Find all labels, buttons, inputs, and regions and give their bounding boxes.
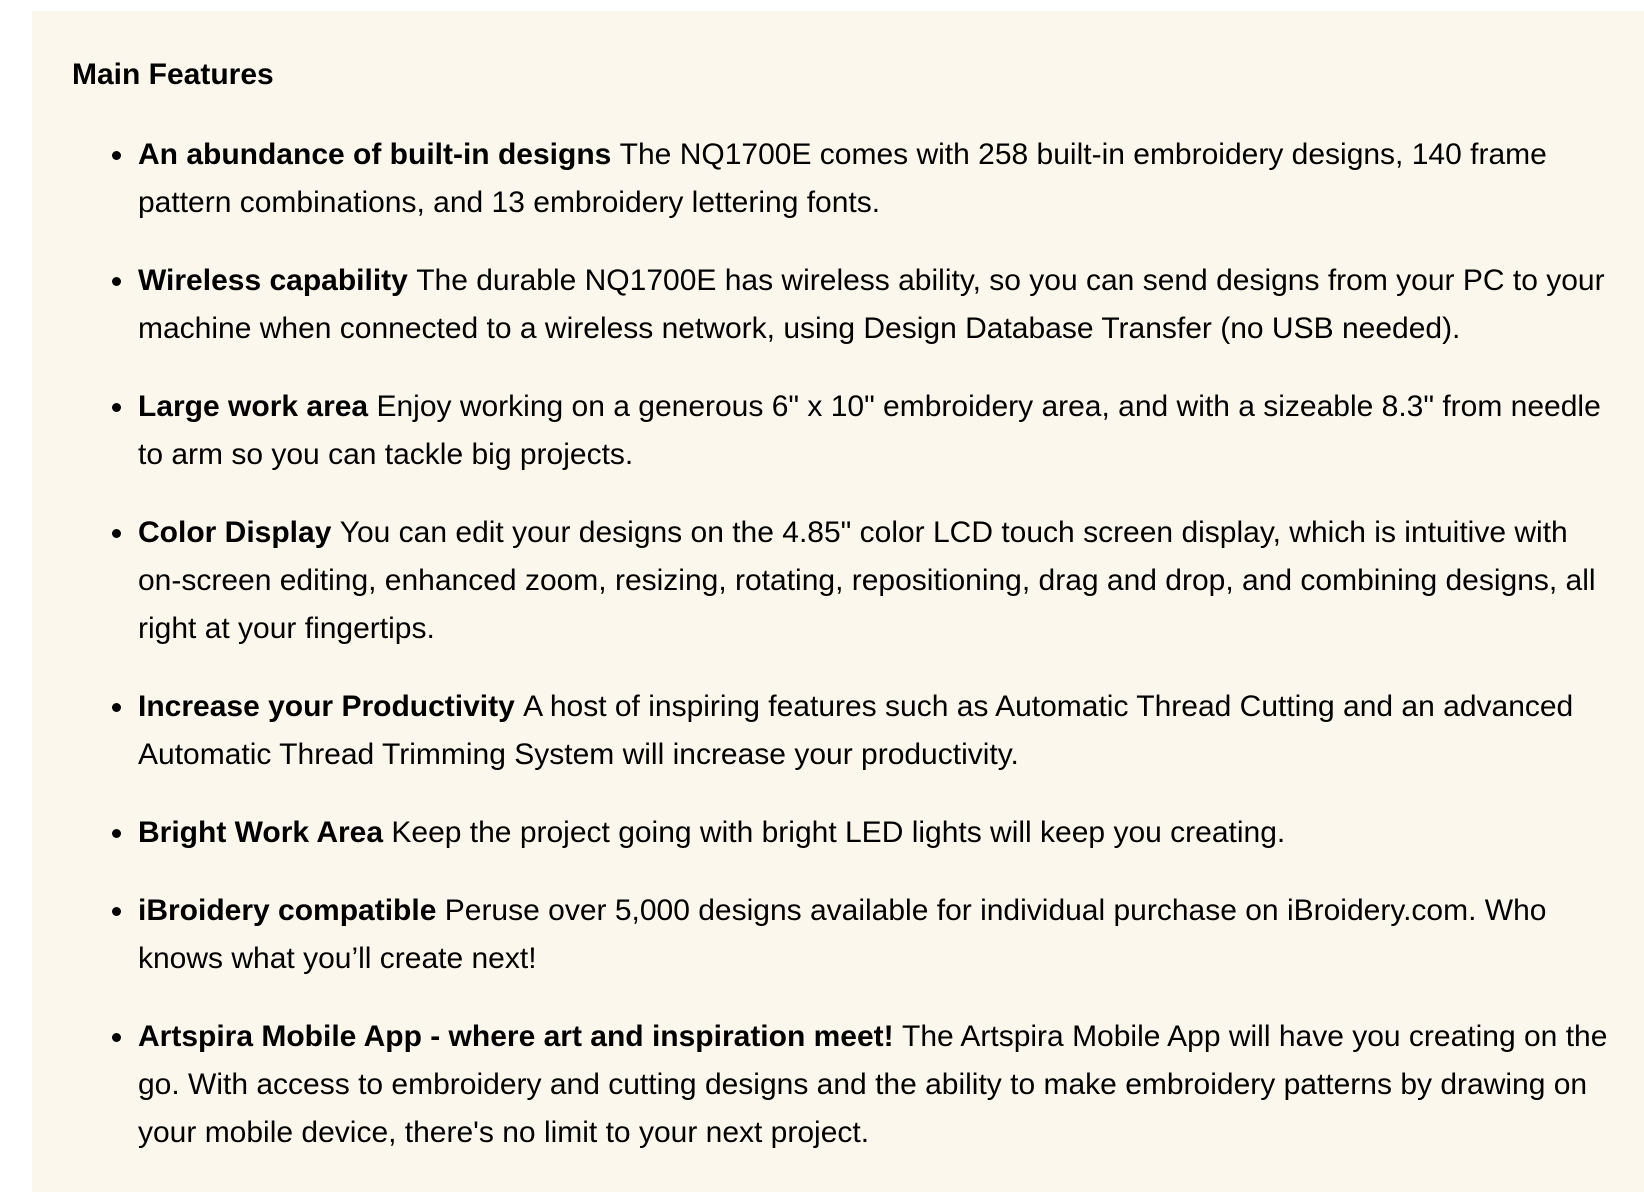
feature-text: Peruse over 5,000 designs available for individual purchase on iBroidery.com. Who knows what you’ll create next! [138,894,1547,975]
feature-item [72,509,1612,653]
bullet-icon [112,1033,121,1042]
feature-title: Wireless capability [138,264,417,297]
feature-text: The Artspira Mobile App will have you creating on the go. With access to embroidery and cutting designs and the ability to make embroidery patterns by drawing on your mobile device, there's no limit to your next project. [138,1020,1608,1149]
bullet-icon [112,151,121,160]
feature-title: iBroidery compatible [138,894,445,927]
bullet-icon [112,403,121,412]
feature-title: Artspira Mobile App - where art and inspiration meet! [138,1020,902,1053]
feature-text: The durable NQ1700E has wireless ability, so you can send designs from your PC to your machine when connected to a wireless network, using Design Database Transfer (no USB needed). [138,264,1605,345]
feature-title: Bright Work Area [138,816,392,849]
feature-item [72,1013,1612,1157]
feature-text: A host of inspiring features such as Automatic Thread Cutting and an advanced Automatic Thread Trimming System will increase your productivity. [138,690,1574,771]
bullet-icon [112,703,121,712]
feature-title: An abundance of built-in designs [138,138,620,171]
bullet-icon [112,829,121,838]
main-features-panel [32,11,1644,1192]
feature-text: Enjoy working on a generous 6" x 10" embroidery area, and with a sizeable 8.3" from needle to arm so you can tackle big projects. [138,390,1601,471]
feature-text: Keep the project going with bright LED lights will keep you creating. [391,816,1286,849]
feature-title: Color Display [138,516,340,549]
feature-item [72,809,1612,857]
feature-item [72,131,1612,227]
feature-item [72,257,1612,353]
feature-title: Increase your Productivity [138,690,524,723]
bullet-icon [112,529,121,538]
feature-text: You can edit your designs on the 4.85" color LCD touch screen display, which is intuitive with on-screen editing, enhanced zoom, resizing, rotating, repositioning, drag and drop, and combining designs, all right at your fingertips. [138,516,1596,645]
bullet-icon [112,277,121,286]
feature-item [72,383,1612,479]
feature-text: The NQ1700E comes with 258 built-in embroidery designs, 140 frame pattern combinations, and 13 embroidery lettering fonts. [138,138,1547,219]
feature-item [72,887,1612,983]
bullet-icon [112,907,121,916]
feature-item [72,683,1612,779]
feature-title: Large work area [138,390,377,423]
features-list [72,131,1608,1157]
section-heading: Main Features [72,58,274,91]
